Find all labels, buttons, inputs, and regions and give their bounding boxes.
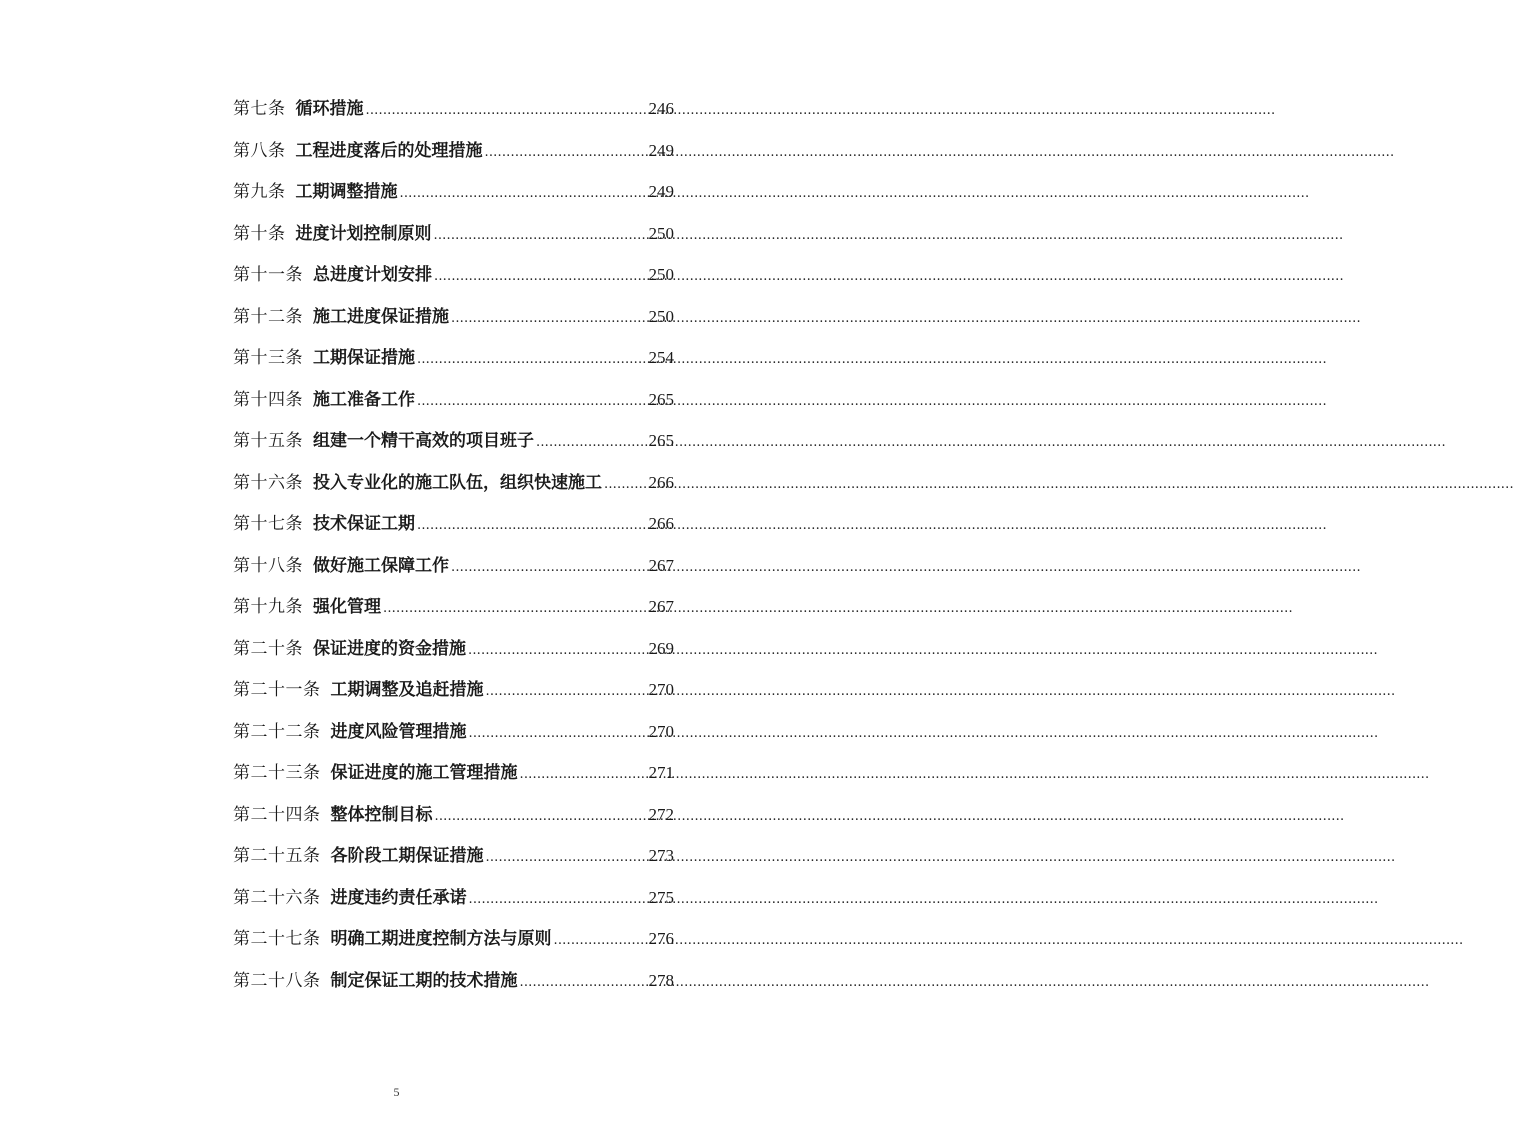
toc-entry-title: 工期调整及追赶措施 [330,680,484,700]
toc-entry-title: 制定保证工期的技术措施 [330,970,518,991]
toc-entry-page: 273 [648,846,674,865]
toc-entry[interactable] [233,967,674,1009]
toc-entry-page: 266 [648,472,674,492]
toc-dot-leader [485,139,647,167]
toc-entry-page: 271 [648,763,674,782]
toc-entry-number: 第二十一条 [233,680,321,700]
toc-entry-number: 第二十八条 [233,970,321,991]
toc-entry-title: 进度风险管理措施 [330,721,467,742]
toc-entry-title: 进度计划控制原则 [295,223,432,244]
toc-entry-page: 249 [648,182,674,201]
toc-entry-page: 278 [648,970,674,990]
toc-entry-title: 循环措施 [295,99,364,119]
toc-dot-leader [469,886,647,914]
toc-dot-leader [604,471,647,499]
toc-entry-number: 第十九条 [233,597,303,617]
toc-dot-leader [417,512,647,540]
toc-entry[interactable] [233,469,674,511]
toc-entry-page: 250 [648,306,674,326]
toc-entry-title: 工期保证措施 [313,348,415,368]
toc-entry-title: 技术保证工期 [313,514,415,534]
toc-dot-leader [520,969,647,997]
toc-dot-leader [434,263,647,291]
toc-entry-page: 250 [648,265,674,284]
toc-entry[interactable] [233,676,674,718]
toc-entry-number: 第十一条 [233,265,303,285]
toc-entry-page: 269 [648,638,674,658]
toc-dot-leader [417,388,647,416]
toc-entry-title: 做好施工保障工作 [313,555,449,576]
toc-entry[interactable] [233,261,674,303]
toc-entry-page: 246 [648,99,674,118]
toc-entry[interactable] [233,884,674,926]
toc-entry[interactable] [233,759,674,801]
toc-entry-number: 第十七条 [233,514,303,534]
toc-entry[interactable] [233,801,674,843]
toc-entry[interactable] [233,510,674,552]
toc-entry-page: 266 [648,514,674,533]
table-of-contents [233,95,674,1008]
toc-entry-title: 总进度计划安排 [313,265,432,285]
toc-entry-number: 第二十二条 [233,721,321,742]
toc-dot-leader [486,678,647,706]
toc-entry-number: 第二十四条 [233,804,321,825]
toc-entry-title: 组建一个精干高效的项目班子 [313,431,534,451]
toc-entry-number: 第二十六条 [233,887,321,908]
toc-entry[interactable] [233,178,674,220]
toc-entry-number: 第二十五条 [233,846,321,866]
toc-entry[interactable] [233,386,674,428]
toc-entry[interactable] [233,220,674,262]
toc-entry[interactable] [233,925,674,967]
toc-entry-number: 第十条 [233,223,286,244]
toc-entry-number: 第九条 [233,182,286,202]
toc-entry-number: 第二十七条 [233,929,321,949]
toc-entry[interactable] [233,344,674,386]
toc-entry-page: 250 [648,223,674,243]
toc-entry-title: 进度违约责任承诺 [330,887,467,908]
toc-entry-page: 265 [648,389,674,409]
toc-entry-number: 第十八条 [233,555,303,576]
toc-dot-leader [469,720,647,748]
toc-dot-leader [366,97,647,125]
toc-entry-number: 第十六条 [233,472,303,493]
toc-entry-page: 265 [648,431,674,450]
toc-entry-number: 第十二条 [233,306,303,327]
toc-entry-title: 保证进度的资金措施 [313,638,466,659]
toc-dot-leader [417,346,647,374]
toc-entry-page: 270 [648,680,674,699]
toc-entry-page: 267 [648,597,674,616]
page-number: 5 [393,1085,400,1099]
toc-dot-leader [486,844,647,872]
toc-entry-number: 第八条 [233,140,286,161]
toc-dot-leader [520,761,647,789]
toc-entry-title: 保证进度的施工管理措施 [330,763,518,783]
toc-entry[interactable] [233,593,674,635]
toc-entry-title: 明确工期进度控制方法与原则 [330,929,552,949]
toc-entry-title: 整体控制目标 [330,804,433,825]
toc-entry-page: 254 [648,348,674,367]
toc-entry-number: 第十五条 [233,431,303,451]
toc-entry[interactable] [233,635,674,677]
toc-entry[interactable] [233,842,674,884]
toc-entry-title: 施工准备工作 [313,389,415,410]
toc-entry[interactable] [233,95,674,137]
toc-entry-title: 工程进度落后的处理措施 [295,140,483,161]
toc-entry[interactable] [233,552,674,594]
toc-entry[interactable] [233,137,674,179]
toc-dot-leader [451,554,647,582]
toc-entry-number: 第二十三条 [233,763,321,783]
toc-dot-leader [434,222,647,250]
toc-dot-leader [383,595,647,623]
toc-dot-leader [468,637,647,665]
toc-dot-leader [554,927,647,955]
toc-entry-title: 强化管理 [313,597,381,617]
toc-dot-leader [536,429,647,457]
toc-entry-page: 272 [648,804,674,824]
toc-entry-page: 275 [648,887,674,907]
toc-entry-number: 第七条 [233,99,286,119]
toc-dot-leader [400,180,647,208]
toc-entry-page: 249 [648,140,674,160]
toc-dot-leader [451,305,647,333]
toc-entry-number: 第二十条 [233,638,303,659]
toc-entry-title: 投入专业化的施工队伍，组织快速施工 [313,472,602,493]
toc-entry-number: 第十三条 [233,348,303,368]
toc-entry[interactable] [233,303,674,345]
toc-entry-number: 第十四条 [233,389,303,410]
toc-entry[interactable] [233,427,674,469]
toc-entry-title: 施工进度保证措施 [313,306,449,327]
toc-entry-page: 270 [648,721,674,741]
toc-entry-page: 267 [648,555,674,575]
toc-entry-page: 276 [648,929,674,948]
toc-entry-title: 各阶段工期保证措施 [330,846,484,866]
toc-entry-title: 工期调整措施 [295,182,398,202]
toc-entry[interactable] [233,718,674,760]
toc-dot-leader [435,803,647,831]
